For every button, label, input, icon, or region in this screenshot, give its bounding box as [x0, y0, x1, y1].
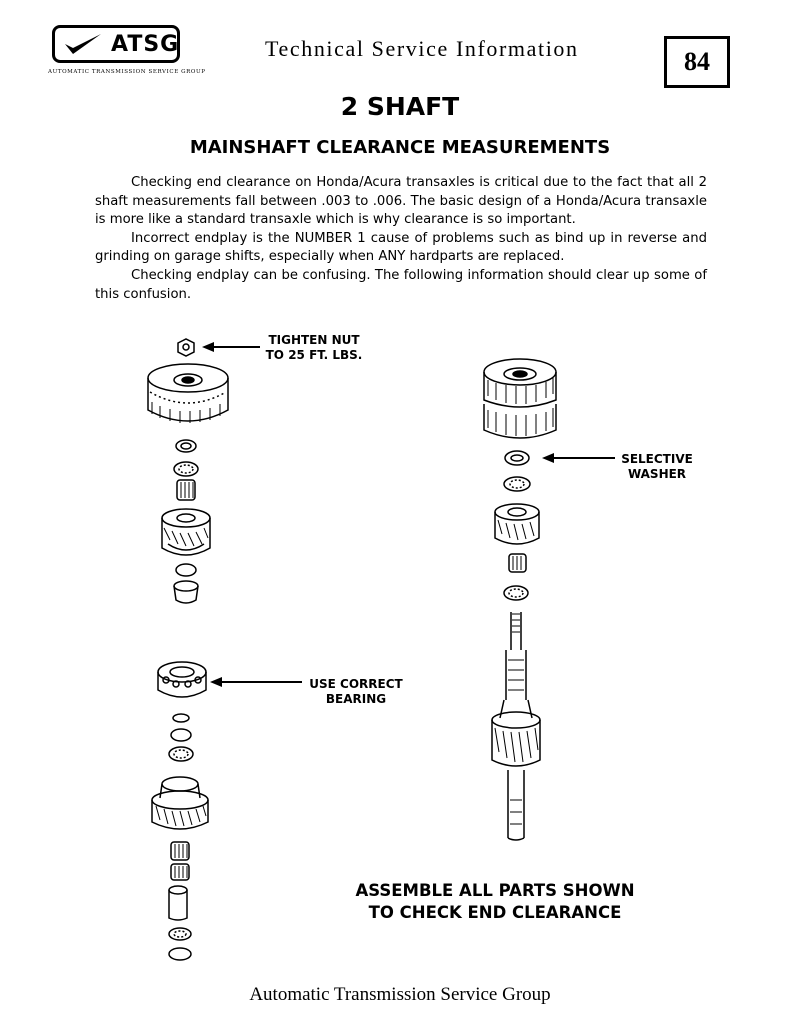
double-clutch-drum-part	[484, 359, 556, 438]
arrow-selective-washer	[542, 453, 615, 463]
callout-line-2: BEARING	[325, 692, 387, 706]
assemble-line-1: ASSEMBLE ALL PARTS SHOWN	[355, 881, 635, 900]
left-stack	[148, 339, 228, 960]
logo-subtitle: AUTOMATIC TRANSMISSION SERVICE GROUP	[48, 69, 206, 75]
callout-line-1: TIGHTEN NUT	[268, 333, 360, 347]
thrust-bearing-part	[504, 586, 528, 600]
callout-line-1: USE CORRECT	[309, 677, 403, 691]
mainshaft-part	[492, 612, 540, 840]
right-stack	[484, 359, 556, 840]
footer-text: Automatic Transmission Service Group	[249, 984, 551, 1005]
clutch-drum-part	[148, 364, 228, 423]
paragraph-1: Checking end clearance on Honda/Acura transaxles is critical due to the fact that all 2 shaft measurements fall between .003 to .006. The basic design of a Honda/Acura transaxle is more like a standard transaxle which is why clearance is so important.	[95, 175, 707, 228]
spacer-sleeve-part	[169, 886, 187, 920]
thrust-bearing-part	[504, 477, 530, 491]
arrow-tighten-nut	[202, 342, 260, 352]
needle-bearing-part	[171, 864, 189, 880]
paragraph-3: Checking endplay can be confusing. The following information should clear up some of this confusion.	[95, 267, 707, 302]
thrust-bearing-part	[169, 928, 191, 940]
paragraph-2: Incorrect endplay is the NUMBER 1 cause of problems such as bind up in reverse and grinding on garage shifts, especially when ANY hardparts are replaced.	[95, 230, 707, 265]
washer-part	[176, 564, 196, 576]
ball-bearing-part	[158, 662, 206, 697]
page-number: 84	[664, 36, 730, 88]
callout-correct-bearing	[302, 677, 410, 707]
needle-bearing-part	[509, 554, 526, 572]
gear-part	[495, 504, 539, 544]
logo-text: ATSG	[111, 32, 180, 57]
washer-part	[176, 440, 196, 452]
thrust-bearing-part	[169, 747, 193, 761]
nut-part	[178, 339, 194, 356]
washer-part	[169, 948, 191, 960]
arrow-correct-bearing	[210, 677, 302, 687]
assemble-line-2: TO CHECK END CLEARANCE	[368, 903, 622, 922]
needle-bearing-part	[171, 842, 189, 860]
callout-line-2: WASHER	[627, 467, 687, 481]
callout-tighten-nut	[262, 333, 366, 363]
callout-line-2: TO 25 FT. LBS.	[265, 348, 363, 362]
assemble-note	[330, 880, 660, 924]
washer-part	[173, 714, 189, 722]
double-gear-part	[152, 777, 208, 829]
gear-part	[162, 509, 210, 555]
needle-bearing-part	[177, 480, 195, 500]
thrust-bearing-part	[174, 462, 198, 476]
page-subtitle: MAINSHAFT CLEARANCE MEASUREMENTS	[189, 137, 611, 158]
callout-selective-washer	[612, 452, 702, 482]
callout-line-1: SELECTIVE	[621, 452, 693, 466]
header-title: Technical Service Information	[265, 36, 579, 61]
selective-washer-part	[505, 451, 529, 465]
collar-part	[174, 581, 198, 603]
washer-part	[171, 729, 191, 741]
page-title: 2 SHAFT	[340, 92, 460, 121]
